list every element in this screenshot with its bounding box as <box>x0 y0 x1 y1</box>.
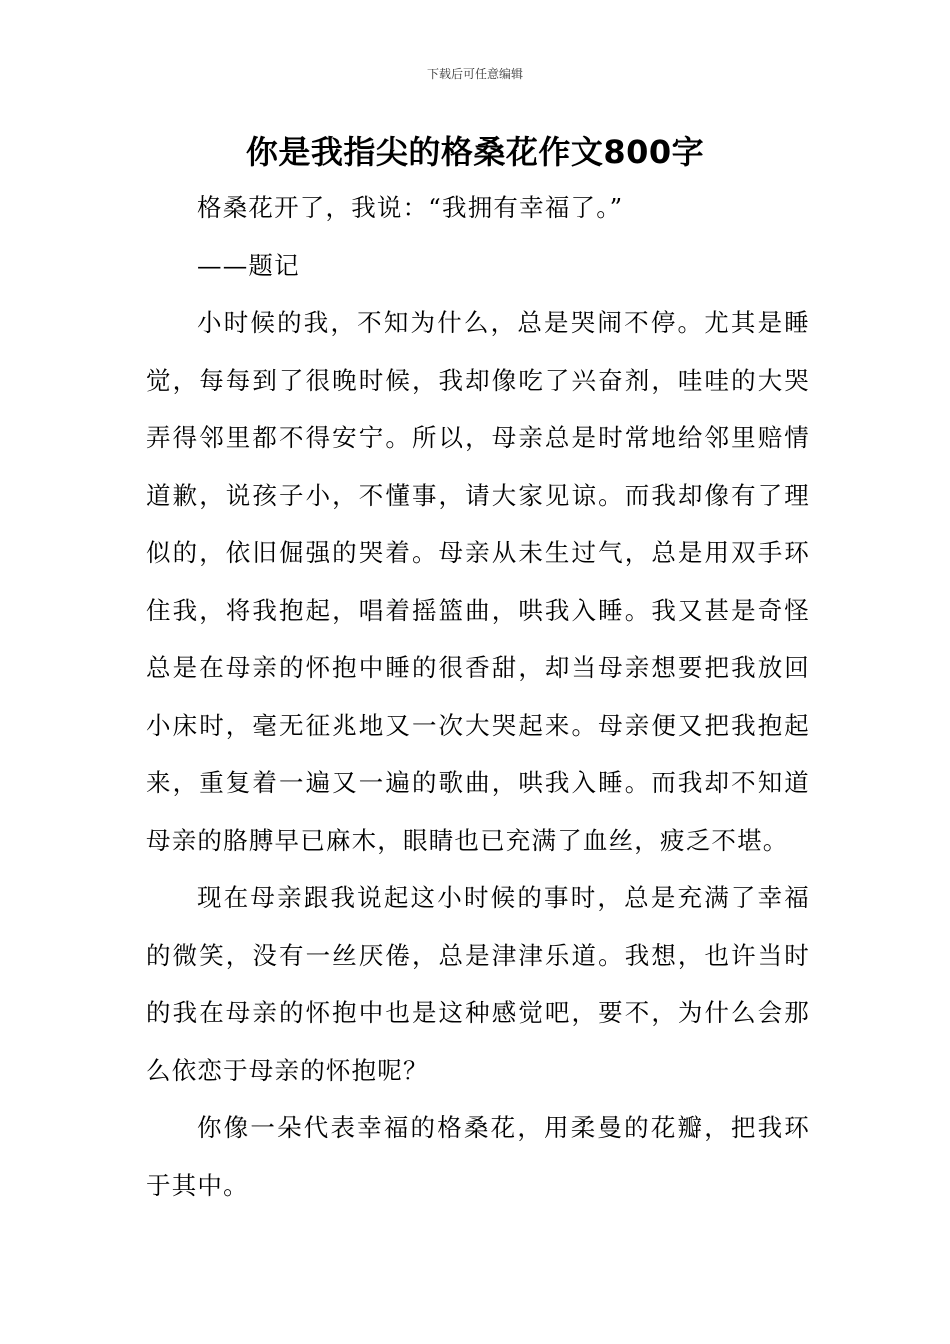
paragraph-epigraph-source: ——题记 <box>197 250 300 280</box>
paragraph-epigraph: 格桑花开了，我说：“我拥有幸福了。” <box>197 193 624 222</box>
header-note: 下载后可任意编辑 <box>426 67 523 81</box>
paragraph-childhood: 小时候的我，不知为什么，总是哭闹不停。尤其是睡觉，每每到了很晚时候，我却像吃了兴奋剂，哇哇的大哭弄得邻里都不得安宁。所以，母亲总是时常地给邻里赔情道歉，说孩子小，不懂事，请大家见谅。而我却像有了理似的，依旧倔强的哭着。母亲从未生过气，总是用双手环住我，将我抱起，唱着摇篮曲，哄我入睡。我又甚是奇怪总是在母亲的怀抱中睡的很香甜，却当母亲想要把我放回小床时，毫无征兆地又一次大哭起来。母亲便又把我抱起来，重复着一遍又一遍的歌曲，哄我入睡。而我却不知道母亲的胳膊早已麻木，眼睛也已充满了血丝，疲乏不堪。 <box>146 308 810 855</box>
page-title: 你是我指尖的格桑花作文800字 <box>245 133 705 171</box>
essay-body <box>146 179 810 1214</box>
paragraph-present: 现在母亲跟我说起这小时候的事时，总是充满了幸福的微笑，没有一丝厌倦，总是津津乐道。我想，也许当时的我在母亲的怀抱中也是这种感觉吧，要不，为什么会那么依恋于母亲的怀抱呢？ <box>146 883 810 1085</box>
paragraph-metaphor: 你像一朵代表幸福的格桑花，用柔曼的花瓣，把我环于其中。 <box>146 1113 810 1200</box>
